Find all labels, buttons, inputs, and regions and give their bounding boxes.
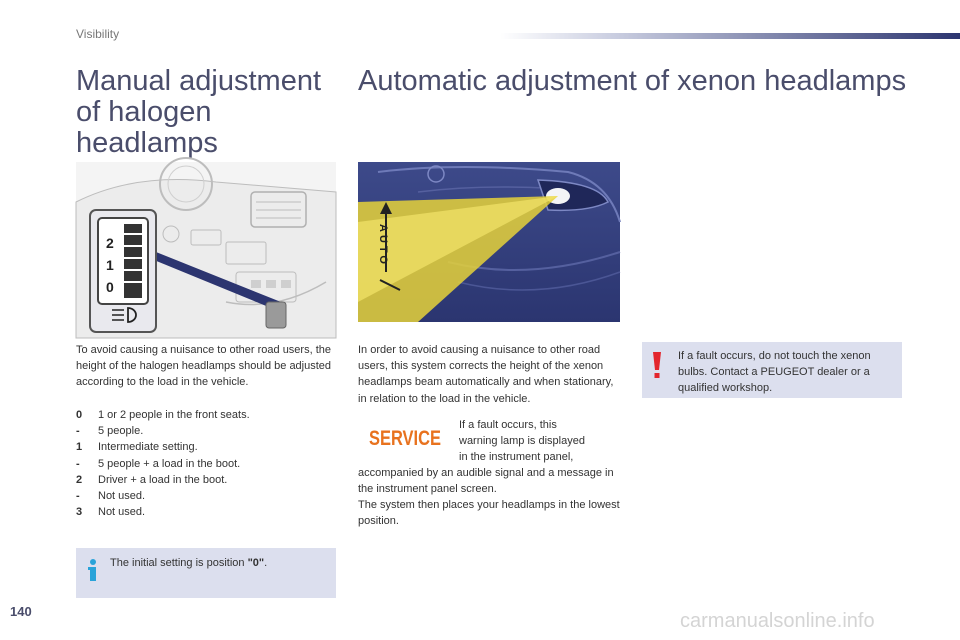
info-box (76, 548, 336, 598)
warning-box (642, 342, 902, 398)
warning-text: If a fault occurs, do not touch the xenon bulbs. Contact a PEUGEOT dealer or a qualified workshop. (678, 350, 871, 395)
fault-text-rest: accompanied by an audible signal and a message in the instrument panel screen. (358, 467, 614, 496)
service-warning-lamp-icon (368, 426, 442, 448)
watermark: carmanualsonline.info (680, 610, 875, 632)
halogen-intro-text: To avoid causing a nuisance to other road users, the height of the halogen headlamps should be adjusted according to the load in the vehicle. (76, 344, 332, 389)
info-text: The initial setting is position "0". (110, 557, 268, 569)
xenon-intro-text: In order to avoid causing a nuisance to other road users, this system corrects the height of the xenon headlamps beam automatically and when stationary, in relation to the load in the vehicle. (358, 344, 614, 405)
svg-text:SERVICE: SERVICE (369, 427, 441, 450)
thumbwheel-mark-1: 1 (106, 257, 114, 273)
fault-text-line3: in the instrument panel, (459, 451, 574, 463)
list-item: 0 1 or 2 people in the front seats. (76, 409, 250, 421)
fault-text-line2: warning lamp is displayed (459, 435, 585, 447)
section-label: Visibility (76, 27, 120, 41)
list-item: 3 Not used. (76, 506, 146, 519)
list-item: - 5 people. (76, 425, 144, 438)
xenon-headlamp-illustration (358, 162, 620, 322)
list-item: - Not used. (76, 490, 146, 503)
info-icon (86, 558, 100, 582)
fault-text-end: The system then places your headlamps in the lowest position. (358, 499, 620, 528)
fault-text-line1: If a fault occurs, this (459, 419, 557, 431)
warning-exclamation-icon (652, 352, 662, 380)
list-item: 1 Intermediate setting. (76, 441, 198, 454)
page-number: 140 (10, 604, 32, 619)
list-item: - 5 people + a load in the boot. (76, 457, 241, 470)
thumbwheel-mark-0: 0 (106, 279, 114, 295)
title-automatic-adjustment: Automatic adjustment of xenon headlamps (358, 65, 907, 97)
title-manual-adjustment: Manual adjustment of halogen headlamps (76, 65, 322, 159)
list-item: 2 Driver + a load in the boot. (76, 473, 228, 486)
position-list (76, 407, 338, 520)
auto-label: AUTO (377, 224, 389, 267)
dashboard-illustration (76, 162, 336, 338)
header-rule (500, 33, 960, 39)
thumbwheel-mark-2: 2 (106, 235, 114, 251)
